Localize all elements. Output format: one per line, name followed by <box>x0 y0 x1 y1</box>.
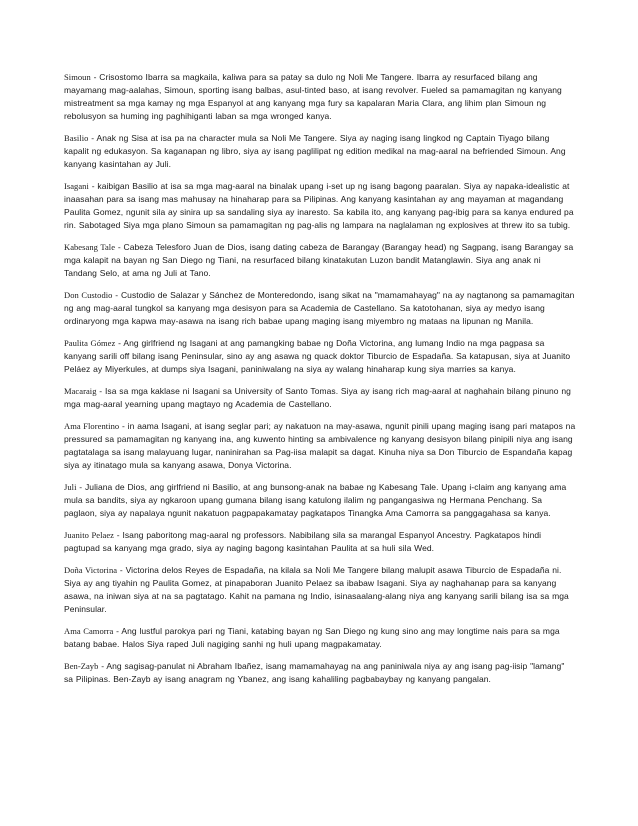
entry-simoun <box>64 71 576 123</box>
entry-text: - kaibigan Basilio at isa sa mga mag-aaral na binalak upang i-set up ng isang bagong paaralan. Siya ay napaka-idealistic at inaasahan para sa isang mas mahusay na hinaharap para sa Pilipinas. Ang kanyang kasintahan ay ang mayaman at magandang Paulita Gomez, ngunit sila ay sinira up sa sandaling siya ay inaresto. Sa kabila ito, ang kanyang pag-ibig para sa kanya endured pa rin. Sabotaged Siya mga plano Simoun sa pamamagitan ng pag-alis ng lampara na naglalaman ng explosives at threw ito sa tubig. <box>64 181 574 230</box>
entry-paulita-gomez <box>64 337 576 376</box>
entry-text: - Ang lustful parokya pari ng Tiani, katabing bayan ng San Diego ng kung sino ang may longtime nais para sa mga batang babae. Halos Siya raped Juli nagiging sanhi ng huli upang magpakamatay. <box>64 626 560 649</box>
entry-text: - Cabeza Telesforo Juan de Dios, isang dating cabeza de Barangay (Barangay head) ng Sagpang, isang Barangay sa mga kalapit na bayan ng San Diego ng Tiani, na resurfaced bilang kinatakutan Luzon bandit Matanglawin. Siya ang anak ni Tandang Selo, at ama ng Juli at Tano. <box>64 242 574 278</box>
entry-text: - Victorina delos Reyes de Espadaña, na kilala sa Noli Me Tangere bilang malupit asawa Tiburcio de Espadaña ni. Siya ay ang tiyahin ng Paulita Gomez, at pinapaboran Juanito Pelaez sa ibabaw Isagani. Siya ay naghahanap para sa kanyang asawa, na iniwan siya at na sa pagtatago. Kahit na pamana ng Indio, isinasaalang-alang niya ang kanyang sarili bilang isa sa mga Peninsular. <box>64 565 569 614</box>
entry-name: Kabesang Tale <box>64 242 116 252</box>
entry-name: Juanito Pelaez <box>64 530 114 540</box>
entry-dona-victorina <box>64 564 576 616</box>
entry-text: - Crisostomo Ibarra sa magkaila, kaliwa para sa patay sa dulo ng Noli Me Tangere. Ibarra ay resurfaced bilang ang mayamang mag-aalahas, Simoun, sporting isang balbas, asul-tinted baso, at isang revolver. Fueled sa pamamagitan ng kanyang mistreatment sa mga kamay ng mga Espanyol at ang kanyang mga fury sa kapalaran Maria Clara, ang lihim plan Simoun ng rebolusyon sa huming ing paghihiganti laban sa mga wronged kanya. <box>64 72 562 121</box>
entry-text: - Juliana de Dios, ang girlfriend ni Basilio, at ang bunsong-anak na babae ng Kabesang Tale. Upang i-claim ang kanyang ama mula sa bandits, siya ay ngkaroon upang gumana bilang isang katulong ilalim ng pangangasiwa ng Hermana Penchang. Sa paglaon, siya ay napalaya ngunit nakatuon pagpapakamatay pagkatapos Tinangka Ama Camorra sa panggagahasa sa kanya. <box>64 482 567 518</box>
entry-macaraig <box>64 385 576 411</box>
entry-name: Juli <box>64 482 77 492</box>
document-page <box>64 71 576 695</box>
entry-name: Simoun <box>64 72 91 82</box>
entry-name: Isagani <box>64 181 89 191</box>
entry-name: Basilio <box>64 133 89 143</box>
entry-text: - Custodio de Salazar y Sánchez de Monteredondo, isang sikat na "mamamahayag" na ay nagtanong sa pamamagitan ng ang mag-aaral tungkol sa kanyang mga desisyon para sa Academia de Castellano. Sa katotohanan, siya ay medyo isang ordinaryong mga kapwa may-asawa na isang rich babae upang maging isang miyembro ng mataas na lipunan ng Manila. <box>64 290 575 326</box>
entry-ama-camorra <box>64 625 576 651</box>
entry-name: Ben-Zayb <box>64 661 99 671</box>
entry-name: Paulita Gómez <box>64 338 116 348</box>
entry-name: Macaraig <box>64 386 97 396</box>
entry-name: Doña Victorina <box>64 565 118 575</box>
entry-ben-zayb <box>64 660 576 686</box>
entry-name: Don Custodio <box>64 290 113 300</box>
entry-text: - Isang paboritong mag-aaral ng professors. Nabibilang sila sa marangal Espanyol Ancestry. Pagkatapos hindi pagtupad sa kanyang mga grado, siya ay naging bagong kasintahan Paulita at sa huli sila Wed. <box>64 530 542 553</box>
entry-isagani <box>64 180 576 232</box>
entry-text: - Isa sa mga kaklase ni Isagani sa University of Santo Tomas. Siya ay isang rich mag-aaral at naghahain bilang pinuno ng mga mag-aaral yearning upang magtayo ng Academia de Castellano. <box>64 386 571 409</box>
entry-text: - Ang sagisag-panulat ni Abraham Ibañez, isang mamamahayag na ang paniniwala niya ay ang isang pag-iisip "lamang" sa Pilipinas. Ben-Zayb ay isang anagram ng Ybanez, ang isang kahaliling pagbabaybay ng kanyang pangalan. <box>64 661 565 684</box>
entry-ama-florentino <box>64 420 576 472</box>
entry-juanito-pelaez <box>64 529 576 555</box>
entry-name: Ama Florentino <box>64 421 120 431</box>
entry-juli <box>64 481 576 520</box>
entry-kabesang-tale <box>64 241 576 280</box>
entry-don-custodio <box>64 289 576 328</box>
entry-text: - Ang girlfriend ng Isagani at ang pamangking babae ng Doña Victorina, ang lumang Indio na mga pagpasa sa kanyang sarili off bilang isang Peninsular, sino ay ang asawa ng quack doktor Tiburcio de Espadaña. Sa katapusan, siya at Juanito Peláez ay Miyerkules, at dumps siya Isagani, paniniwalang na siya ay walang hinaharap kung siya marries sa kanya. <box>64 338 571 374</box>
entry-text: - in aama Isagani, at isang seglar pari; ay nakatuon na may-asawa, ngunit pinili upang maging isang pari matapos na pressured sa pamamagitan ng kanyang ina, ang kuwento hinting sa ambivalence ng kanyang desisyon bilang pinipili niya ang isang pagtatalaga sa isang malayuang lugar, naninirahan sa Pag-iisa malapit sa dagat. Kinuha niya sa Don Tiburcio de Espandaña kapag siya ay itinatago mula sa kanyang asawa, Donya Victorina. <box>64 421 576 470</box>
entry-name: Ama Camorra <box>64 626 114 636</box>
entry-text: - Anak ng Sisa at isa pa na character mula sa Noli Me Tangere. Siya ay naging isang lingkod ng Captain Tiyago bilang kapalit ng edukasyon. Sa kaganapan ng libro, siya ay isang paglilipat ng edition medikal na mag-aaral na befriended Simoun. Ang kanyang kasintahan ay Juli. <box>64 133 566 169</box>
entry-basilio <box>64 132 576 171</box>
